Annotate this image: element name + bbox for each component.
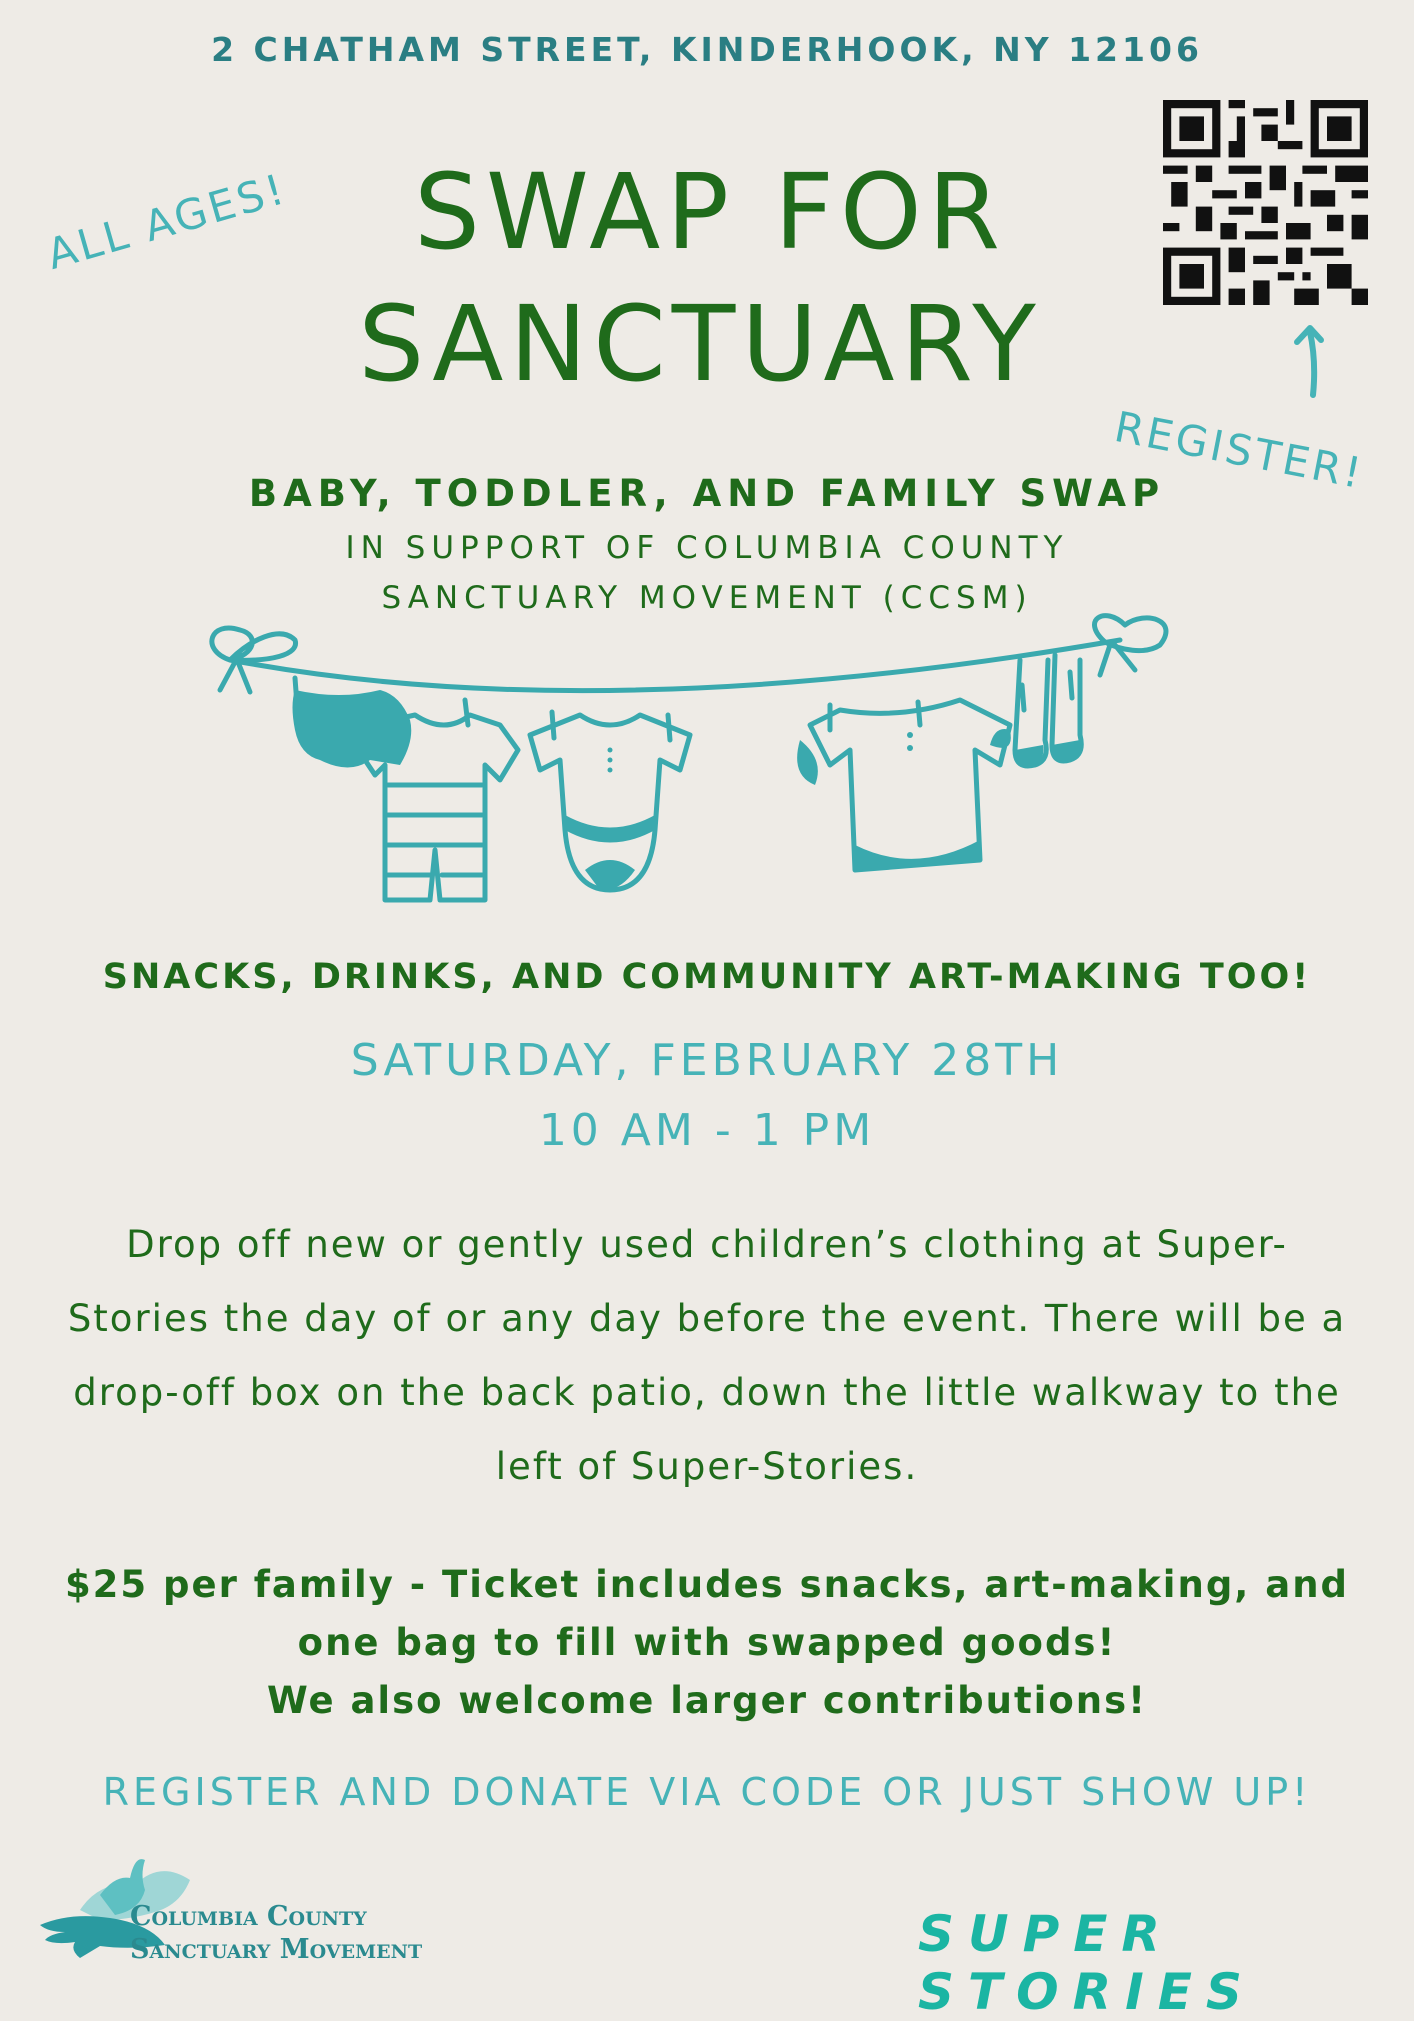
title-line-1: SWAP FOR bbox=[413, 151, 1007, 273]
event-date: SATURDAY, FEBRUARY 28TH bbox=[350, 1035, 1064, 1086]
subtitle-support-line-2: SANCTUARY MOVEMENT (CCSM) bbox=[381, 580, 1033, 616]
all-ages-tag: ALL AGES! bbox=[41, 163, 292, 279]
ccsm-name bbox=[130, 1900, 422, 1966]
ticket-info bbox=[30, 1556, 1384, 1730]
ticket-bag-line: one bag to fill with swapped goods! bbox=[297, 1621, 1117, 1664]
call-to-action: REGISTER AND DONATE VIA CODE OR JUST SHOW UP! bbox=[102, 1770, 1312, 1814]
subtitle-support-line-1: IN SUPPORT OF COLUMBIA COUNTY bbox=[345, 530, 1069, 566]
ticket-contributions-line: We also welcome larger contributions! bbox=[266, 1679, 1148, 1722]
super-stories-logo: SUPER STORIES bbox=[918, 1905, 1256, 2021]
ticket-price-line: $25 per family - Ticket includes snacks, art-making, and bbox=[64, 1563, 1350, 1606]
title-line-2: SANCTUARY bbox=[358, 283, 1042, 405]
event-time: 10 AM - 1 PM bbox=[538, 1105, 876, 1156]
address: 2 CHATHAM STREET, KINDERHOOK, NY 12106 bbox=[211, 30, 1203, 69]
qr-code-icon[interactable] bbox=[1163, 100, 1368, 305]
subtitle-swap-type: BABY, TODDLER, AND FAMILY SWAP bbox=[248, 472, 1166, 515]
ccsm-name-line-2: Sanctuary Movement bbox=[130, 1934, 423, 1965]
register-tag: REGISTER! bbox=[1110, 402, 1368, 499]
ccsm-name-line-1: Columbia County bbox=[130, 1901, 367, 1932]
clothesline-illustration bbox=[200, 600, 1200, 940]
arrow-up-icon bbox=[1285, 320, 1335, 400]
dropoff-instructions: Drop off new or gently used children’s clothing at Super-Stories the day of or any day before the event. There will be a drop-off box on the back patio, down the little walkway to the left of Super-Stories. bbox=[67, 1223, 1347, 1488]
event-extras: SNACKS, DRINKS, AND COMMUNITY ART-MAKING TOO! bbox=[102, 957, 1312, 997]
